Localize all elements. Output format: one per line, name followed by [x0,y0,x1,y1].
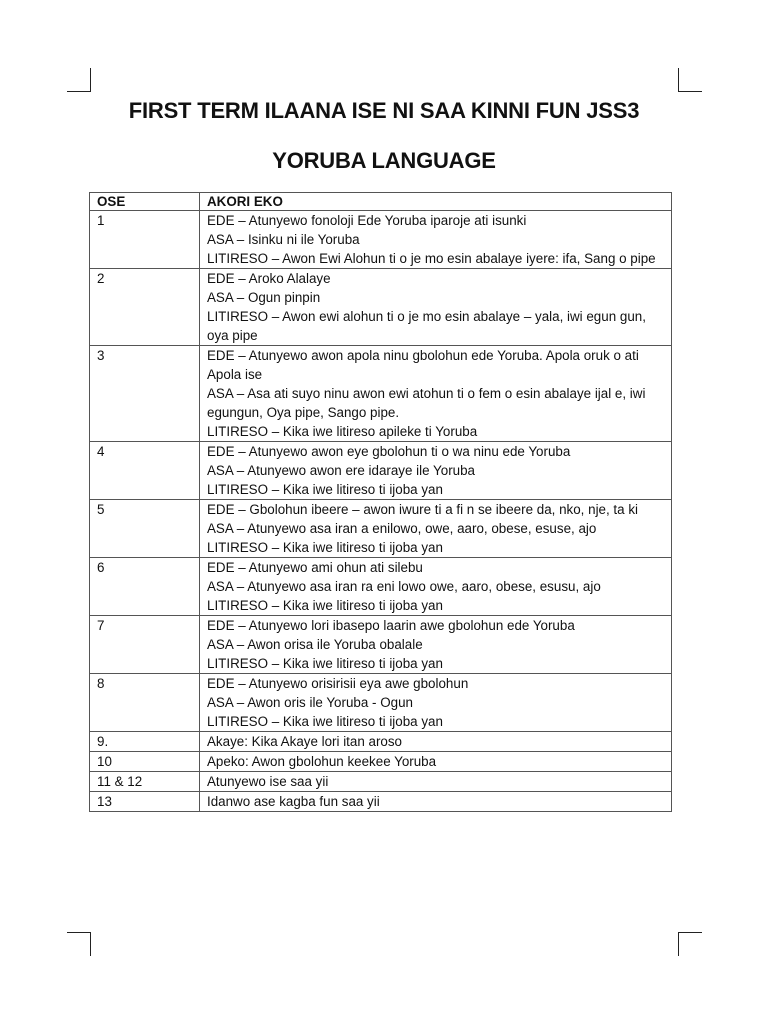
scheme-of-work-table [89,192,672,812]
table-row [90,346,672,442]
crop-mark-top-right-v [678,68,679,92]
topic-line: EDE – Atunyewo fonoloji Ede Yoruba iparoje ati isunki [207,213,527,228]
topic-line: EDE – Gbolohun ibeere – awon iwure ti a fi n se ibeere da, nko, nje, ta ki [207,502,638,517]
week-cell: 1 [90,211,200,269]
topic-line: EDE – Atunyewo orisirisii eya awe gbolohun [207,676,469,691]
week-cell: 6 [90,558,200,616]
topic-line: Akaye: Kika Akaye lori itan aroso [207,734,403,749]
topic-line: ASA – Ogun pinpin [207,290,321,305]
crop-mark-top-left-h [67,91,91,92]
table-row [90,442,672,500]
topic-cell [200,752,672,772]
topic-cell [200,346,672,442]
topic-line: EDE – Atunyewo ami ohun ati silebu [207,560,423,575]
topic-line: ASA – Atunyewo asa iran a enilowo, owe, aaro, obese, esuse, ajo [207,521,597,536]
week-cell: 11 & 12 [90,772,200,792]
header-week: OSE [90,193,200,211]
topic-line: LITIRESO – Kika iwe litireso ti ijoba yan [207,598,443,613]
table-row [90,792,672,812]
topic-line: Idanwo ase kagba fun saa yii [207,794,380,809]
topic-line: EDE – Atunyewo awon eye gbolohun ti o wa ninu ede Yoruba [207,444,571,459]
week-cell: 10 [90,752,200,772]
week-cell: 2 [90,269,200,346]
topic-line: ASA – Atunyewo awon ere idaraye ile Yoruba [207,463,476,478]
header-topic: AKORI EKO [200,193,672,211]
crop-mark-top-left-v [90,68,91,92]
table-row [90,500,672,558]
table-header-row [90,193,672,211]
topic-line: EDE – Atunyewo lori ibasepo laarin awe gbolohun ede Yoruba [207,618,575,633]
topic-line: Apeko: Awon gbolohun keekee Yoruba [207,754,437,769]
topic-line: ASA – Isinku ni ile Yoruba [207,232,360,247]
table-body [90,211,672,812]
topic-cell [200,674,672,732]
week-cell: 7 [90,616,200,674]
crop-mark-top-right-h [678,91,702,92]
table-row [90,616,672,674]
topic-line: ASA – Awon oris ile Yoruba - Ogun [207,695,413,710]
table-row [90,752,672,772]
crop-mark-bottom-left-v [90,932,91,956]
topic-line: LITIRESO – Awon ewi alohun ti o je mo esin abalaye – yala, iwi egun gun, oya pipe [207,309,646,343]
topic-line: Atunyewo ise saa yii [207,774,329,789]
topic-line: LITIRESO – Kika iwe litireso apileke ti Yoruba [207,424,478,439]
week-cell: 13 [90,792,200,812]
table-row [90,558,672,616]
topic-cell [200,558,672,616]
table-row [90,732,672,752]
crop-mark-bottom-right-h [678,932,702,933]
topic-line: LITIRESO – Awon Ewi Alohun ti o je mo esin abalaye iyere: ifa, Sang o pipe [207,251,656,266]
crop-mark-bottom-left-h [67,932,91,933]
topic-line: LITIRESO – Kika iwe litireso ti ijoba yan [207,540,443,555]
topic-cell [200,500,672,558]
week-cell: 3 [90,346,200,442]
week-cell: 4 [90,442,200,500]
document-title: FIRST TERM ILAANA ISE NI SAA KINNI FUN JSS3 [128,98,640,123]
week-cell: 8 [90,674,200,732]
crop-mark-bottom-right-v [678,932,679,956]
topic-cell [200,772,672,792]
topic-line: LITIRESO – Kika iwe litireso ti ijoba yan [207,714,443,729]
table-row [90,269,672,346]
week-cell: 5 [90,500,200,558]
document-subtitle: YORUBA LANGUAGE [272,148,496,173]
topic-cell [200,792,672,812]
topic-cell [200,211,672,269]
topic-cell [200,269,672,346]
table-row [90,674,672,732]
topic-line: LITIRESO – Kika iwe litireso ti ijoba yan [207,482,443,497]
table-row [90,211,672,269]
topic-cell [200,732,672,752]
topic-line: ASA – Awon orisa ile Yoruba obalale [207,637,423,652]
table-row [90,772,672,792]
topic-line: EDE – Aroko Alalaye [207,271,331,286]
topic-cell [200,616,672,674]
topic-line: ASA – Asa ati suyo ninu awon ewi atohun ti o fem o esin abalaye ijal e, iwi egungun, Oya pipe, Sango pipe. [207,386,646,420]
topic-line: LITIRESO – Kika iwe litireso ti ijoba yan [207,656,443,671]
topic-line: EDE – Atunyewo awon apola ninu gbolohun ede Yoruba. Apola oruk o ati Apola ise [207,348,639,382]
week-cell: 9. [90,732,200,752]
topic-cell [200,442,672,500]
topic-line: ASA – Atunyewo asa iran ra eni lowo owe, aaro, obese, esusu, ajo [207,579,601,594]
